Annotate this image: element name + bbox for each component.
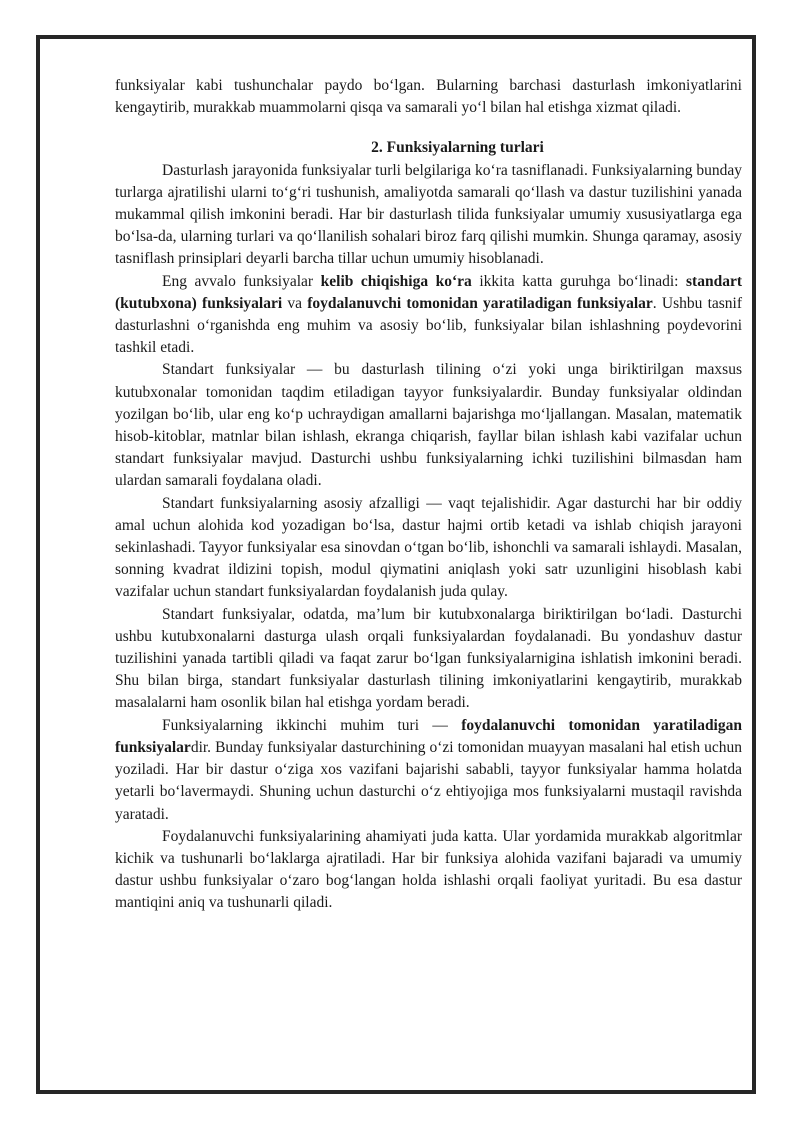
text-run: . Ushbu tasnif dasturlashni o‘rganishda eng muhim va asosiy bo‘lib, funksiyalar bilan ishlashning poydevorini tashkil etadi. <box>115 294 743 357</box>
text-run: ikkita katta guruhga bo‘linadi: <box>471 272 687 290</box>
text-run: Eng avvalo funksiyalar <box>162 272 321 290</box>
bold-term-standard: standart (kutubxona) funksiyalari <box>115 272 742 312</box>
spacer <box>115 119 742 137</box>
paragraph-user-importance: Foydalanuvchi funksiyalarining ahamiyati juda katta. Ular yordamida murakkab algoritmlar kichik va tushunarli bo‘laklarga ajratiladi. Har bir funksiya alohida vazifani bajaradi va umumiy dastur ushbu funksiyalar o‘zaro bog‘langan holda ishlashi orqali faoliyat yuritadi. Bu esa dastur mantiqini aniq va tushunarli qiladi. <box>115 827 742 912</box>
bold-term-user-defined-2: foydalanuvchi tomonidan yaratiladigan funksiyalar <box>115 716 742 756</box>
paragraph-origin <box>115 271 742 360</box>
text-run: va <box>282 294 308 312</box>
paragraph-classification: Dasturlash jarayonida funksiyalar turli belgilariga ko‘ra tasniflanadi. Funksiyalarning bunday turlarga ajratilishi ularni to‘g‘ri tushunish, amaliyotda samarali qo‘llash va dastur tuzilishini yanada mukammal qilish imkonini beradi. Har bir dasturlash tilida funksiyalar umumiy xususiyatlarga ega bo‘lsa-da, ularning turlari va qo‘llanilish sohalari biroz farq qilishi mumkin. Shunga qaramay, asosiy tasniflash prinsiplari deyarli barcha tillar uchun umumiy hisoblanadi. <box>115 161 742 268</box>
paragraph-libraries: Standart funksiyalar, odatda, ma’lum bir kutubxonalarga biriktirilgan bo‘ladi. Dasturchi ushbu kutubxonalarni dasturga ulash orqali funksiyalardan foydalanadi. Bu yondashuv dastur tuzilishini yanada tartibli qiladi va faqat zarur bo‘lgan funksiyalarnigina ishlatish imkonini beradi. Shu bilan birga, standart funksiyalar dasturlash tilining imkoniyatlarini kengaytirib, murakkab masalalarni ham osonlik bilan hal etishga yordam beradi. <box>115 605 742 712</box>
paragraph-standard-functions: Standart funksiyalar — bu dasturlash tilining o‘zi yoki unga biriktirilgan maxsus kutubxonalar tomonidan taqdim etiladigan tayyor funksiyalardir. Bunday funksiyalar oldindan yozilgan bo‘lib, ular eng ko‘p uchraydigan amallarni bajarishga mo‘ljallangan. Masalan, matematik hisob-kitoblar, matnlar bilan ishlash, ekranga chiqarish, fayllar bilan ishlash kabi vazifalar uchun standart funksiyalar mavjud. Dasturchi ushbu funksiyalarning ichki tuzilishini bilmasdan ham ulardan samarali foydalana oladi. <box>115 361 742 490</box>
bold-term-user-defined: foydalanuvchi tomonidan yaratiladigan funksiyalar <box>307 294 653 312</box>
text-run: dir. Bunday funksiyalar dasturchining o‘zi tomonidan muayyan masalani hal etish uchun yoziladi. Har bir dastur o‘ziga xos vazifani bajarishi sababli, tayyor funksiyalar hamma holatda yetarli bo‘lavermaydi. Shuning uchun dasturchi o‘z ehtiyojiga mos funksiyalarni mustaqil ravishda yaratadi. <box>115 738 742 823</box>
text-run: Funksiyalarning ikkinchi muhim turi — <box>162 716 462 734</box>
paragraph-user-functions <box>115 715 742 826</box>
section-heading: 2. Funksiyalarning turlari <box>371 139 544 157</box>
intro-paragraph: funksiyalar kabi tushunchalar paydo bo‘lgan. Bularning barchasi dasturlash imkoniyatlarini kengaytirib, murakkab muammolarni qisqa va samarali yo‘l bilan hal etishga xizmat qiladi. <box>115 77 742 117</box>
paragraph-standard-advantage: Standart funksiyalarning asosiy afzalligi — vaqt tejalishidir. Agar dasturchi har bir oddiy amal uchun alohida kod yozadigan bo‘lsa, dastur hajmi ortib ketadi va ishlab chiqish jarayoni sekinlashadi. Tayyor funksiyalar esa sinovdan o‘tgan bo‘lib, ishonchli va samarali ishlaydi. Masalan, sonning kvadrat ildizini topish, modul qiymatini aniqlash yoki satr uzunligini hisoblash kabi vazifalar uchun standart funksiyalardan foydalanish juda qulay. <box>115 494 742 601</box>
bold-term-origin: kelib chiqishiga ko‘ra <box>320 272 472 290</box>
page-content <box>115 75 742 915</box>
